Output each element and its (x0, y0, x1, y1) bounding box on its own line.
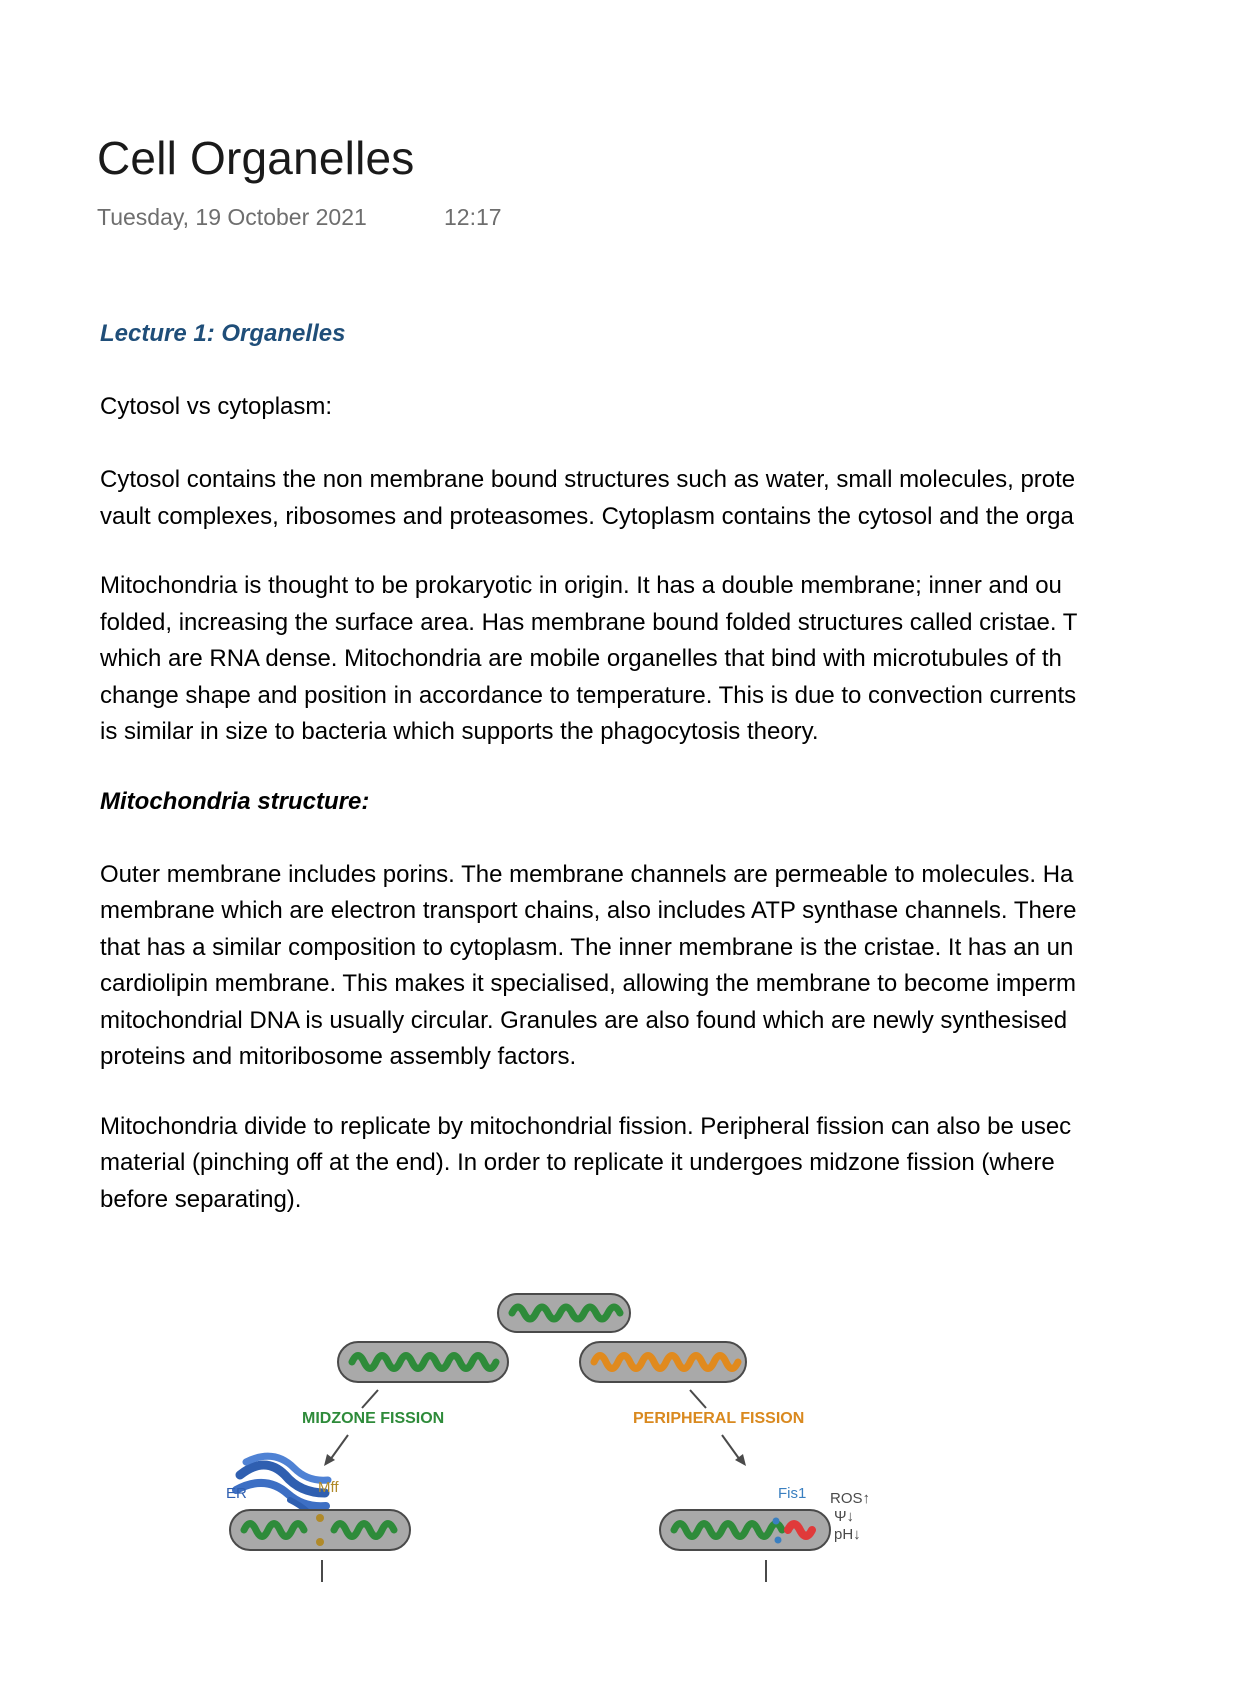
arrow-right (722, 1435, 746, 1466)
cytosol-line: vault complexes, ribosomes and proteasomes. Cytoplasm contains the cytosol and the orga (100, 502, 1074, 530)
midzone-fission-label: MIDZONE FISSION (302, 1410, 445, 1427)
fission-line: material (pinching off at the end). In order to replicate it undergoes midzone fission (where (100, 1149, 1055, 1176)
mitochondrion-top (498, 1294, 630, 1332)
mitochondrion-constricted (230, 1510, 410, 1550)
peripheral-fission-label: PERIPHERAL FISSION (633, 1410, 805, 1427)
fission-diagram (226, 1290, 930, 1620)
psi-label: Ψ↓ (834, 1508, 855, 1525)
cytosol-heading: Cytosol vs cytoplasm: (100, 393, 333, 420)
cytosol-line: Cytosol contains the non membrane bound structures such as water, small molecules, prote (100, 466, 1076, 493)
structure-line: proteins and mitoribosome assembly factors. (100, 1043, 577, 1070)
mito-line: Mitochondria is thought to be prokaryotic in origin. It has a double membrane; inner and ou (100, 572, 1062, 599)
structure-line: that has a similar composition to cytoplasm. The inner membrane is the cristae. It has an un (100, 933, 1074, 961)
mito-line: change shape and position in accordance to temperature. This is due to convection currents (100, 681, 1077, 709)
mito-line: which are RNA dense. Mitochondria are mobile organelles that bind with microtubules of th (100, 645, 1062, 672)
arrow-left (324, 1435, 348, 1466)
structure-line: membrane which are electron transport chains, also includes ATP synthase channels. There (100, 897, 1077, 924)
mff-label: Mff (318, 1479, 339, 1496)
page-time: 12:17 (444, 204, 502, 230)
fis1-label: Fis1 (778, 1485, 807, 1502)
mitochondrion-green (338, 1342, 508, 1382)
mitochondrion-peripheral (660, 1510, 830, 1550)
er-label: ER (226, 1485, 247, 1502)
fission-line: before separating). (100, 1185, 302, 1213)
page-date: Tuesday, 19 October 2021 (97, 204, 367, 230)
structure-line: Outer membrane includes porins. The membrane channels are permeable to molecules. Ha (100, 860, 1074, 888)
page-title: Cell Organelles (97, 132, 415, 184)
ph-label: pH↓ (834, 1526, 861, 1543)
mito-line: is similar in size to bacteria which supports the phagocytosis theory. (100, 718, 819, 745)
ros-label: ROS↑ (830, 1490, 871, 1507)
lecture-heading: Lecture 1: Organelles (100, 320, 346, 347)
fission-line: Mitochondria divide to replicate by mitochondrial fission. Peripheral fission can also be usec (100, 1112, 1072, 1140)
structure-heading: Mitochondria structure: (100, 787, 370, 815)
structure-line: cardiolipin membrane. This makes it specialised, allowing the membrane to become imperm (100, 970, 1076, 997)
note-body (100, 316, 1260, 1218)
structure-line: mitochondrial DNA is usually circular. Granules are also found which are newly synthesised (100, 1006, 1068, 1034)
mitochondrial-fission-figure (226, 1290, 930, 1620)
mito-line: folded, increasing the surface area. Has membrane bound folded structures called cristae. T (100, 608, 1078, 636)
mitochondrion-orange (580, 1342, 746, 1382)
